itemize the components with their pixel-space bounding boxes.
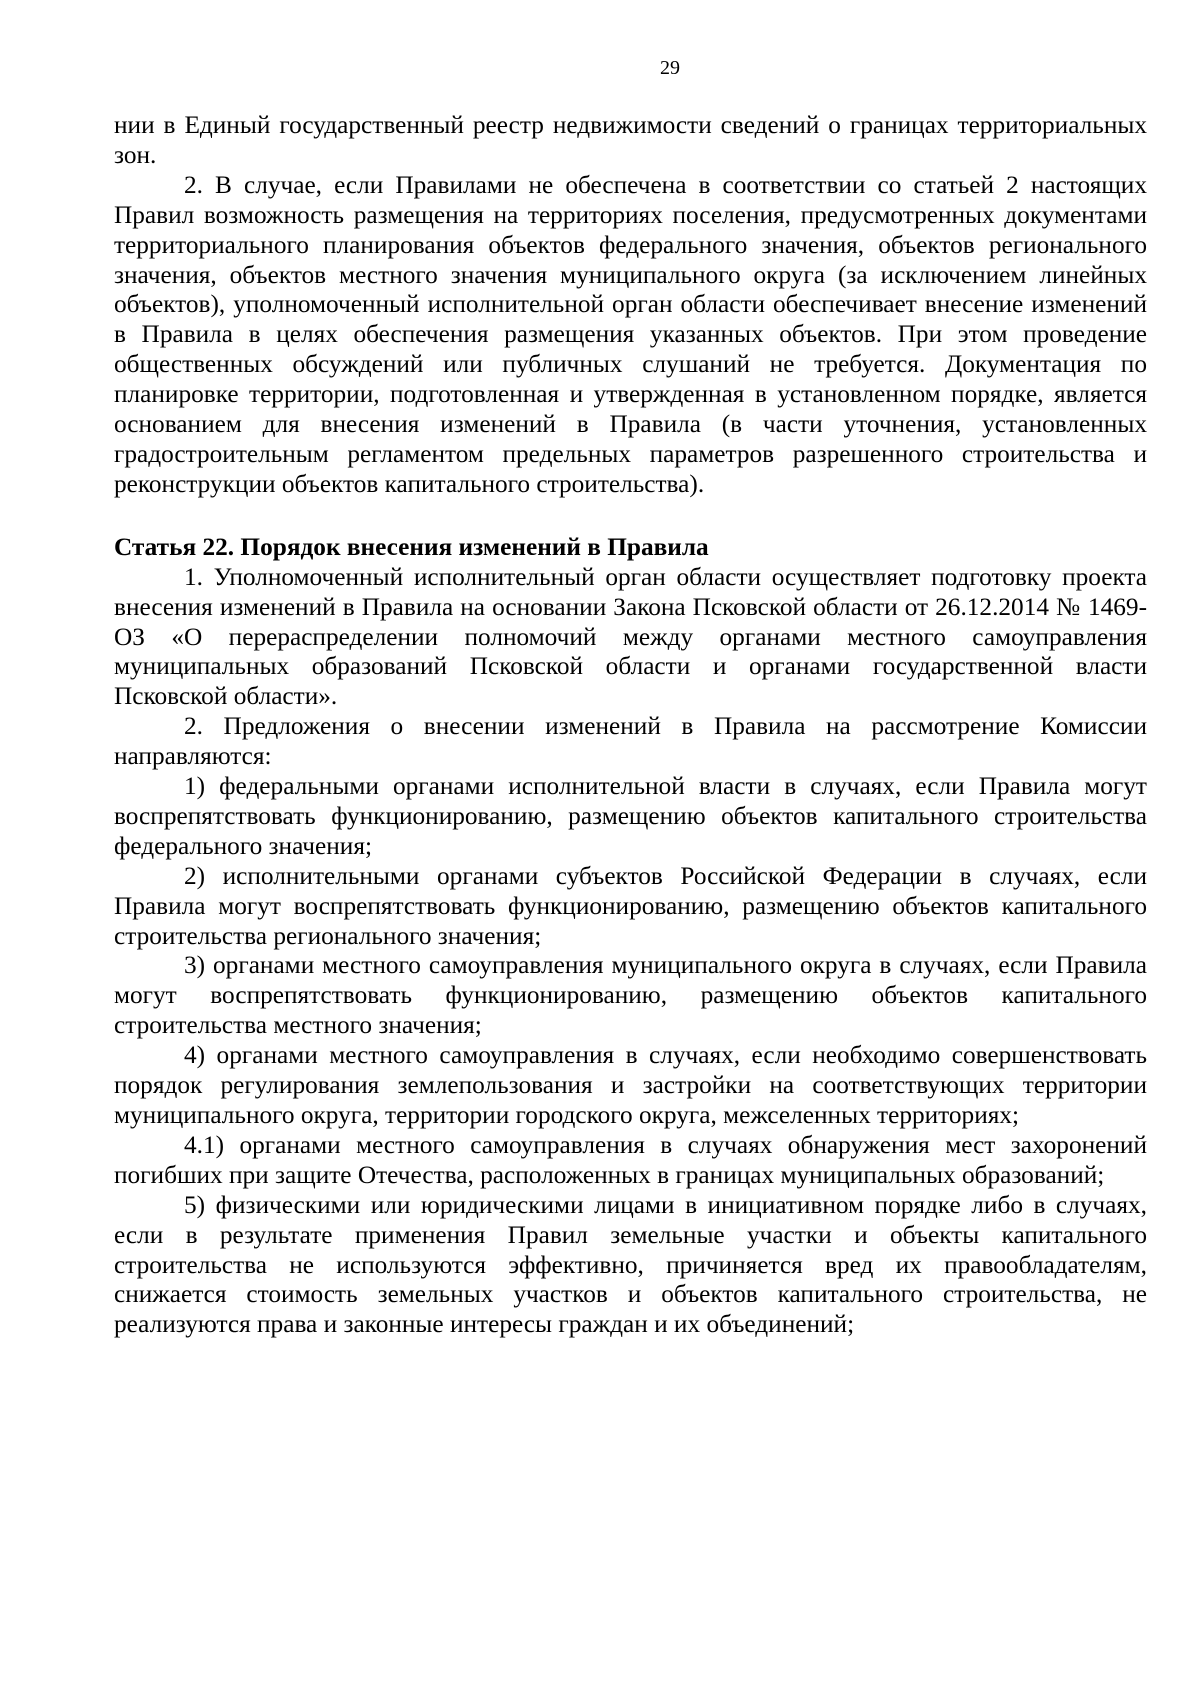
list-item: 2) исполнительными органами субъектов Российской Федерации в случаях, если Правила могут воспрепятствовать функционированию, размещению объектов капитального строительства регионального значения; <box>114 861 1147 950</box>
article-heading: Статья 22. Порядок внесения изменений в Правила <box>114 532 709 561</box>
list-item: 5) физическими или юридическими лицами в инициативном порядке либо в случаях, если в результате применения Правил земельные участки и объекты капитального строительства не используются эффективно, причиняется вред их правообладателям, снижается стоимость земельных участков и объектов капитального строительства, не реализуются права и законные интересы граждан и их объединений; <box>114 1190 1147 1339</box>
list-item: 3) органами местного самоуправления муниципального округа в случаях, если Правила могут воспрепятствовать функционированию, размещению объектов капитального строительства местного значения; <box>114 951 1147 1040</box>
paragraph-continuation: нии в Единый государственный реестр недвижимости сведений о границах территориальных зон. <box>114 111 1147 169</box>
document-body <box>114 111 1147 1340</box>
list-item: 4.1) органами местного самоуправления в случаях обнаружения мест захоронений погибших при защите Отечества, расположенных в границах муниципальных образований; <box>114 1130 1147 1189</box>
paragraph: 2. Предложения о внесении изменений в Правила на рассмотрение Комиссии направляются: <box>114 712 1147 771</box>
list-item: 1) федеральными органами исполнительной власти в случаях, если Правила могут воспрепятствовать функционированию, размещению объектов капитального строительства федерального значения; <box>114 772 1147 860</box>
paragraph: 1. Уполномоченный исполнительный орган области осуществляет подготовку проекта внесения изменений в Правила на основании Закона Псковской области от 26.12.2014 № 1469-ОЗ «О перераспределении полномочий между органами местного самоуправления муниципальных образований Псковской области и органами государственной власти Псковской области». <box>114 562 1147 711</box>
paragraph: 2. В случае, если Правилами не обеспечена в соответствии со статьей 2 настоящих Правил возможность размещения на территориях поселения, предусмотренных документами территориального планирования объектов федерального значения, объектов регионального значения, объектов местного значения муниципального округа (за исключением линейных объектов), уполномоченный исполнительной орган области обеспечивает внесение изменений в Правила в целях обеспечения размещения указанных объектов. При этом проведение общественных обсуждений или публичных слушаний не требуется. Документация по планировке территории, подготовленная и утвержденная в установленном порядке, является основанием для внесения изменений в Правила (в части уточнения, установленных градостроительным регламентом предельных параметров разрешенного строительства и реконструкции объектов капитального строительства). <box>114 170 1147 498</box>
list-item: 4) органами местного самоуправления в случаях, если необходимо совершенствовать порядок регулирования землепользования и застройки на соответствующих территории муниципального округа, территории городского округа, межселенных территориях; <box>114 1041 1147 1129</box>
page-number: 29 <box>660 57 680 79</box>
